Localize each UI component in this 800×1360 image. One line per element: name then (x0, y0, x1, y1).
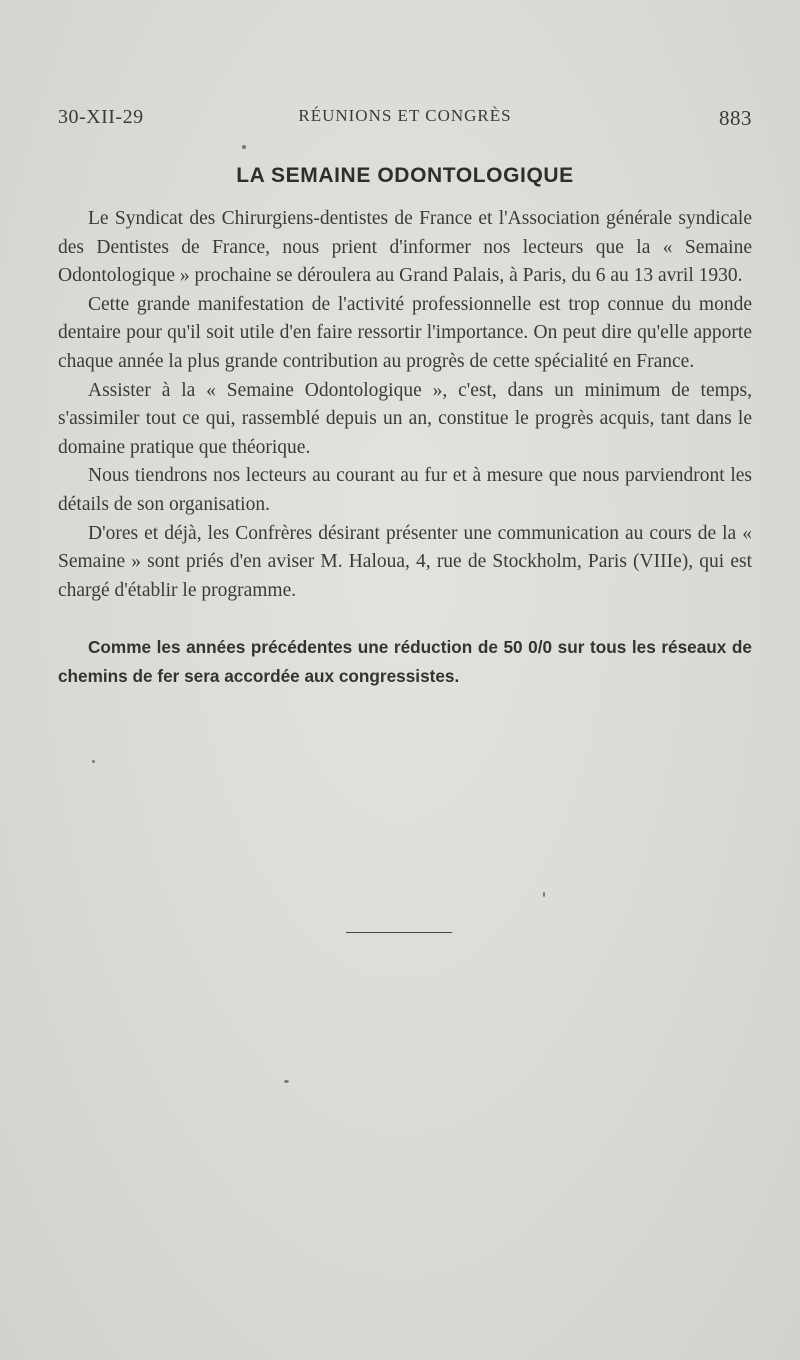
paragraph-2: Cette grande manifestation de l'activité professionnelle est trop connue du monde dentaire pour qu'il soit utile d'en faire ressortir l'importance. On peut dire qu'elle apporte chaque année la plus grande contribution au progrès de cette spécialité en France. (58, 293, 752, 372)
article-body (58, 205, 752, 605)
header-date: 30-XII-29 (58, 106, 144, 128)
paragraph-3: Assister à la « Semaine Odontologique », c'est, dans un minimum de temps, s'assimiler tout ce qui, rassemblé depuis un an, constitue le progrès acquis, tant dans le domaine pratique que théorique. (58, 379, 752, 458)
header-section: RÉUNIONS ET CONGRÈS (298, 106, 512, 125)
print-speck (543, 892, 545, 897)
article-title: LA SEMAINE ODONTOLOGIQUE (236, 164, 574, 187)
bold-notice (58, 633, 752, 691)
print-speck (242, 145, 246, 149)
paragraph-4: Nous tiendrons nos lecteurs au courant au fur et à mesure que nous parviendront les détails de son organisation. (58, 465, 752, 515)
bold-notice-text: Comme les années précédentes une réduction de 50 0/0 sur tous les réseaux de chemins de fer sera accordée aux congressistes. (58, 637, 752, 686)
print-speck (92, 760, 95, 763)
running-header (58, 106, 752, 136)
print-speck (284, 1080, 289, 1083)
paragraph-1: Le Syndicat des Chirurgiens-dentistes de France et l'Association générale syndicale des Dentistes de France, nous prient d'informer nos lecteurs que la « Semaine Odontologique » prochaine se déroulera au Grand Palais, à Paris, du 6 au 13 avril 1930. (58, 208, 752, 287)
paragraph-5: D'ores et déjà, les Confrères désirant présenter une communication au cours de la « Semaine » sont priés d'en aviser M. Haloua, 4, rue de Stockholm, Paris (VIIIe), qui est chargé d'établir le programme. (58, 522, 752, 601)
section-divider (346, 932, 452, 933)
page-number: 883 (719, 106, 752, 130)
